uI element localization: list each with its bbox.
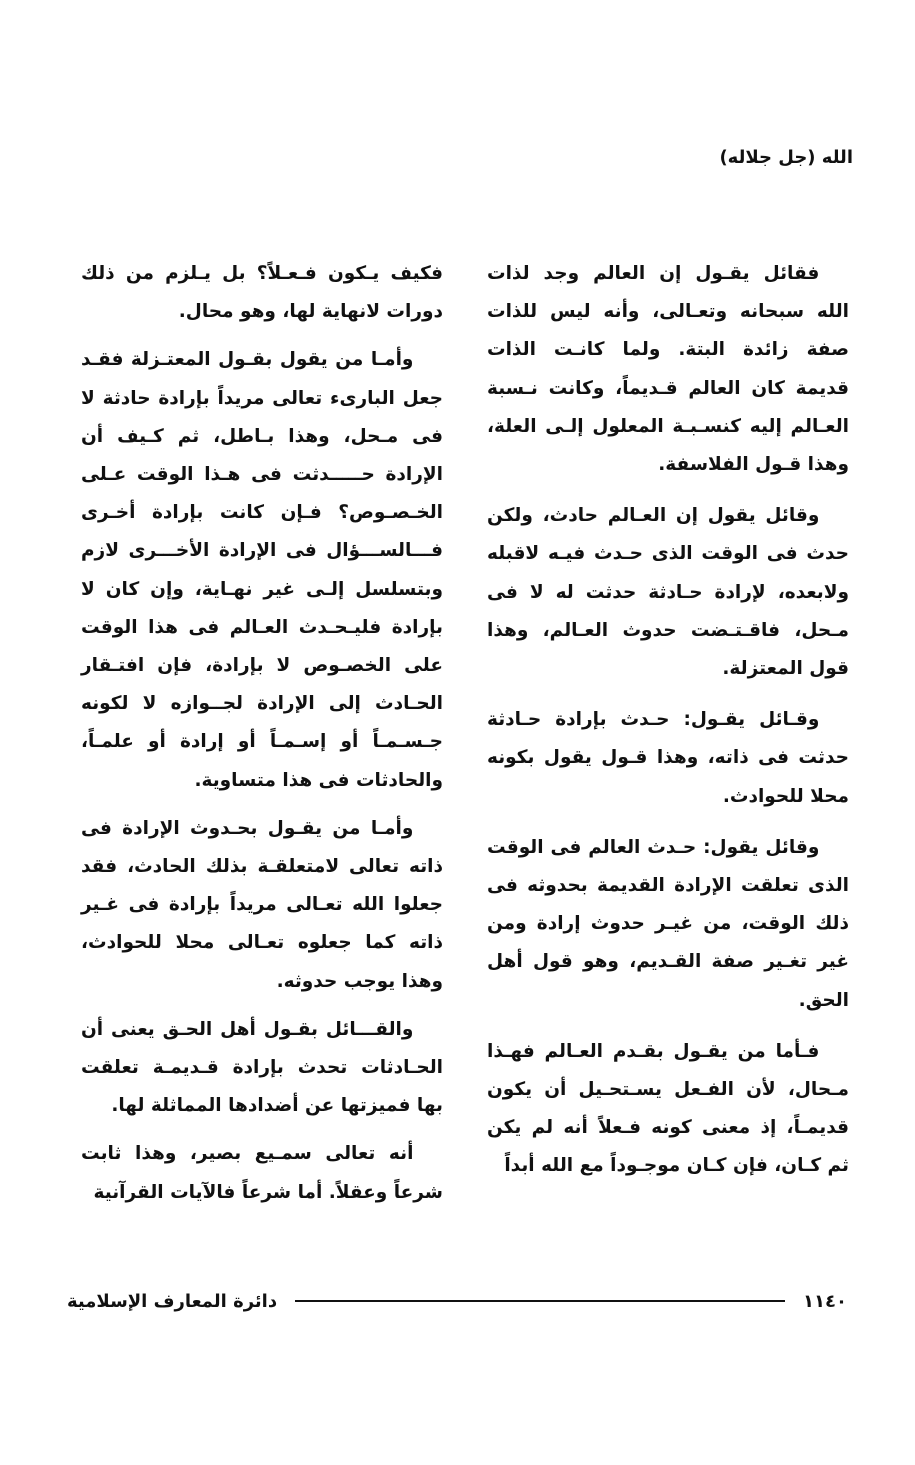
footer-rule — [295, 1300, 785, 1302]
paragraph: فـأما من يقـول بقـدم العـالم فهـذا مـحال، لأن الفـعل يسـتحـيل أن يكون قديمـاً، إذ معنى كونه فـعلاً أنه لم يكن ثم كـان، فإن كـان موجـوداً مع الله أبداً — [487, 1040, 849, 1177]
paragraph: فكيف يـكون فـعـلاً؟ بل يـلزم من ذلك دورات لانهاية لها، وهو محال. — [81, 263, 443, 323]
right-column — [487, 255, 849, 1199]
running-title: الله (جل جلاله) — [719, 147, 853, 168]
page-footer — [67, 1287, 847, 1315]
paragraph: وقـائل يقـول: حـدث بإرادة حـادثة حدثت فى ذاته، وهذا قـول يقول بكونه محلا للحوادث. — [487, 709, 849, 807]
paragraph: وقائل يقول: حـدث العالم فى الوقت الذى تعلقت الإرادة القديمة بحدوثه فى ذلك الوقت، من غيـر حدوث إرادة ومن غير تغـير صفة القـديم، وهو قول أهل الحق. — [487, 836, 849, 1011]
series-title: دائرة المعارف الإسلامية — [67, 1290, 278, 1312]
paragraph: والقـــائل بقـول أهل الحـق يعنى أن الحـادثات تحدث بإرادة قـديمـة تعلقت بها فميزتها عن أضدادها المماثلة لها. — [81, 1018, 443, 1117]
paragraph: وأمـا من يقـول بحـدوث الإرادة فى ذاته تعالى لامتعلقـة بذلك الحادث، فقد جعلوا الله تعـالى مريداً بإرادة فى غـير ذاته كما جعلوه تعـالى محلا للحوادث، وهذا يوجب حدوثه. — [81, 817, 443, 992]
paragraph: وقائل يقول إن العـالم حادث، ولكن حدث فى الوقت الذى حـدث فيـه لاقبله ولابعده، لإرادة حـادثة حدثت له لا فى مـحل، فاقـتـضت حدوث العـالم، وهذا قول المعتزلة. — [487, 505, 849, 680]
paragraph: فقائل يقـول إن العالم وجد لذات الله سبحانه وتعـالى، وأنه ليس للذات صفة زائدة البتة. ولما كانـت الذات قديمة كان العالم قـديماً، وكانت نـسبة العـالم إليه كنسـبـة المعلول إلـى العلة، وهذا قـول الفلاسفة. — [487, 263, 849, 476]
left-column — [81, 255, 443, 1222]
page-number: ١١٤٠ — [803, 1290, 847, 1312]
paragraph: وأمـا من يقول بقـول المعتـزلة فقـد جعل البارىء تعالى مريداً بإرادة حادثة لا فى مـحل، وهذا بـاطل، ثم كـيف أن الإرادة حـــــدثت فى هـذا الوقت عـلى الخـصـوص؟ فـإن كانت بإرادة أخـرى فـــالســـؤال فى الإرادة الأخـــرى لازم وبتسلسل إلـى غير نهـاية، وإن كان لا بإرادة فليـحـدث العـالم فى هذا الوقت على الخصـوص لا بإرادة، فإن افتـقار الحـادث إلى الإرادة لجــوازه لا لكونه جـسـمـاً أو إسـمـاً أو إرادة أو علمـاً، والحادثات فى هذا متساوية. — [81, 349, 443, 791]
paragraph: أنه تعالى سمـيع بصير، وهذا ثابت شرعاً وعقلاً. أما شرعاً فالآيات القرآنية — [81, 1143, 443, 1203]
